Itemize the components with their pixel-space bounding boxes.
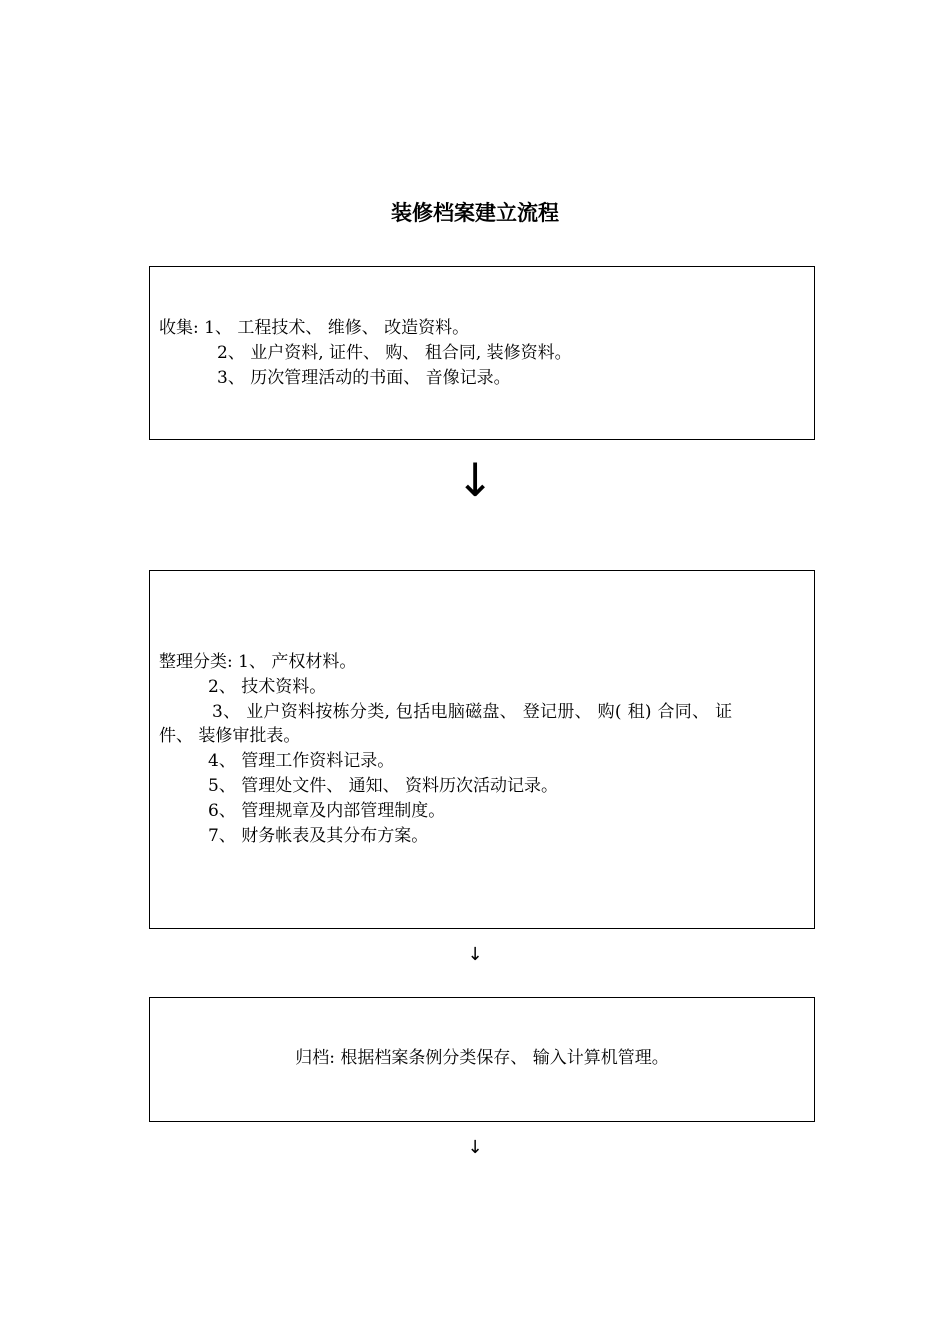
document-title: 装修档案建立流程 (391, 201, 559, 225)
sort-line-1: 整理分类: 1、 产权材料。 (159, 652, 357, 672)
sort-line-4: 4、 管理工作资料记录。 (208, 751, 395, 771)
sort-step-box (149, 570, 815, 929)
down-arrow-icon: ↓ (467, 1137, 483, 1158)
sort-line-6: 6、 管理规章及内部管理制度。 (208, 801, 446, 821)
collect-line-3: 3、 历次管理活动的书面、 音像记录。 (217, 368, 511, 388)
sort-line-7: 7、 财务帐表及其分布方案。 (208, 826, 429, 846)
collect-line-2: 2、 业户资料, 证件、 购、 租合同, 装修资料。 (217, 343, 572, 363)
archive-step-box (149, 997, 815, 1122)
collect-line-1: 收集: 1、 工程技术、 维修、 改造资料。 (159, 318, 470, 338)
archive-line-1: 归档: 根据档案条例分类保存、 输入计算机管理。 (295, 1048, 669, 1068)
down-arrow-icon: ↓ (467, 944, 483, 965)
sort-line-5: 5、 管理处文件、 通知、 资料历次活动记录。 (208, 776, 559, 796)
sort-line-3-cont: 件、 装修审批表。 (159, 726, 301, 746)
sort-line-2: 2、 技术资料。 (208, 677, 327, 697)
down-arrow-icon: ↓ (455, 453, 495, 507)
sort-line-3: 3、 业户资料按栋分类, 包括电脑磁盘、 登记册、 购( 租) 合同、 证 (212, 702, 733, 722)
collect-step-box (149, 266, 815, 440)
